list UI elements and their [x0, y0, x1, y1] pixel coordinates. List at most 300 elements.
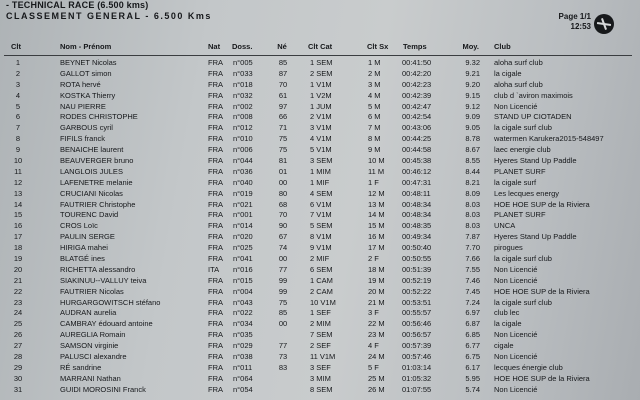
cell-bib: n°034	[233, 319, 253, 329]
cell-time: 00:42:20	[402, 68, 432, 78]
cell-category-rank: 2 MIM	[310, 319, 331, 329]
cell-category-rank: 11 V1M	[310, 352, 336, 362]
cell-bib: n°011	[233, 362, 253, 372]
cell-sex-rank: 14 M	[368, 210, 385, 220]
col-header-clt: Clt	[11, 42, 21, 51]
cell-nationality: FRA	[208, 384, 223, 394]
cell-sex-rank: 19 M	[368, 275, 385, 285]
cell-sex-rank: 22 M	[368, 319, 385, 329]
cell-category-rank: 4 SEM	[310, 188, 333, 198]
cell-time: 00:51:39	[402, 264, 432, 274]
table-row	[0, 319, 640, 330]
cell-category-rank: 1 MIF	[310, 177, 330, 187]
table-row	[0, 189, 640, 200]
cell-birth-year: 75	[278, 134, 288, 144]
cell-nationality: FRA	[208, 221, 223, 231]
cell-speed: 8.03	[465, 210, 480, 220]
cell-rank: 22	[13, 286, 23, 296]
cell-bib: n°044	[233, 156, 253, 166]
cell-time: 00:48:35	[402, 221, 432, 231]
cell-club: aloha surf club	[494, 58, 543, 67]
cell-birth-year: 74	[278, 243, 288, 253]
cell-speed: 9.05	[465, 123, 480, 133]
table-row	[0, 232, 640, 243]
table-row	[0, 80, 640, 91]
cell-time: 00:48:11	[402, 188, 431, 198]
cell-category-rank: 2 CAM	[310, 286, 333, 296]
cell-birth-year: 77	[278, 341, 288, 351]
cell-time: 00:57:39	[402, 341, 432, 351]
cell-club: HOE HOE SUP de la Riviera	[494, 199, 590, 209]
cell-sex-rank: 4 F	[368, 341, 379, 351]
col-header-sx: Clt Sx	[367, 42, 389, 51]
table-row	[0, 243, 640, 254]
cell-club: aloha surf club	[494, 79, 543, 89]
cell-speed: 5.95	[465, 373, 480, 383]
cell-nationality: FRA	[208, 166, 223, 176]
cell-club: Non Licencié	[494, 264, 538, 274]
cell-rank: 28	[13, 352, 23, 362]
cell-name: GALLOT simon	[60, 68, 112, 78]
cell-time: 00:52:19	[402, 275, 432, 285]
cell-bib: n°016	[233, 264, 253, 274]
table-row	[0, 385, 640, 396]
cell-nationality: FRA	[208, 341, 223, 351]
cell-bib: n°012	[233, 123, 253, 133]
cell-name: AUREGLIA Romain	[60, 330, 126, 340]
cell-bib: n°010	[233, 134, 253, 144]
cell-rank: 29	[13, 362, 23, 372]
cell-time: 00:48:34	[402, 210, 432, 220]
cell-rank: 15	[13, 210, 23, 220]
table-row	[0, 341, 640, 352]
cell-bib: n°021	[233, 199, 253, 209]
cell-bib: n°014	[233, 221, 253, 231]
cell-club: watermen Karukera2015-548497	[494, 134, 604, 144]
cell-sex-rank: 13 M	[368, 199, 385, 209]
cell-time: 00:47:31	[402, 177, 432, 187]
cell-speed: 8.67	[465, 145, 480, 155]
table-row	[0, 363, 640, 374]
cell-time: 00:56:57	[402, 330, 432, 340]
cell-sex-rank: 5 F	[368, 362, 379, 372]
cell-nationality: FRA	[208, 243, 223, 253]
cell-category-rank: 8 V1M	[310, 232, 332, 242]
cell-birth-year: 73	[278, 352, 288, 362]
race-logo-icon	[594, 14, 614, 34]
cell-category-rank: 1 SEM	[310, 58, 333, 67]
cell-nationality: FRA	[208, 275, 223, 285]
table-row	[0, 352, 640, 363]
cell-category-rank: 5 V1M	[310, 145, 332, 155]
table-row	[0, 145, 640, 156]
cell-name: SIAKINUU--VALLUY teiva	[60, 275, 147, 285]
cell-sex-rank: 21 M	[368, 297, 385, 307]
cell-rank: 5	[15, 101, 21, 111]
cell-speed: 7.45	[465, 286, 480, 296]
cell-sex-rank: 18 M	[368, 264, 385, 274]
cell-speed: 7.87	[465, 232, 480, 242]
cell-rank: 13	[13, 188, 23, 198]
cell-name: FAUTRIER Nicolas	[60, 286, 124, 296]
cell-nationality: FRA	[208, 123, 223, 133]
cell-name: BENAICHE laurent	[60, 145, 124, 155]
cell-bib: n°025	[233, 243, 253, 253]
cell-name: CAMBRAY édouard antoine	[60, 319, 153, 329]
cell-nationality: FRA	[208, 101, 223, 111]
cell-time: 00:46:12	[402, 166, 432, 176]
cell-birth-year: 71	[278, 123, 288, 133]
cell-club: Non Licencié	[494, 275, 538, 285]
cell-name: RÉ sandrine	[60, 362, 102, 372]
cell-bib: n°054	[233, 384, 253, 394]
cell-rank: 7	[15, 123, 21, 133]
cell-birth-year: 61	[278, 90, 288, 100]
cell-sex-rank: 24 M	[368, 352, 385, 362]
cell-birth-year: 67	[278, 232, 288, 242]
cell-bib: n°015	[233, 275, 253, 285]
cell-nationality: FRA	[208, 134, 223, 144]
cell-nationality: FRA	[208, 68, 223, 78]
cell-bib: n°029	[233, 341, 253, 351]
col-header-cat: Clt Cat	[308, 42, 333, 51]
table-row	[0, 178, 640, 189]
cell-category-rank: 7 V1M	[310, 210, 332, 220]
cell-rank: 8	[15, 134, 21, 144]
cell-rank: 21	[13, 275, 23, 285]
cell-club: HOE HOE SUP de la Riviera	[494, 286, 590, 296]
cell-rank: 24	[13, 308, 23, 318]
cell-birth-year: 90	[278, 221, 288, 231]
cell-name: AUDRAN aurelia	[60, 308, 117, 318]
cell-club: UNCA	[494, 221, 516, 231]
cell-nationality: FRA	[208, 188, 223, 198]
cell-birth-year: 99	[278, 275, 288, 285]
cell-birth-year: 99	[278, 286, 288, 296]
cell-rank: 1	[15, 58, 21, 67]
cell-rank: 9	[15, 145, 21, 155]
col-header-club: Club	[494, 42, 511, 51]
cell-category-rank: 5 SEM	[310, 221, 333, 231]
cell-name: CROS Loïc	[60, 221, 98, 231]
cell-club: la cigale surf club	[494, 297, 552, 307]
cell-nationality: FRA	[208, 58, 223, 67]
cell-time: 00:42:23	[402, 79, 432, 89]
cell-name: RODES CHRISTOPHE	[60, 112, 138, 122]
cell-time: 00:57:46	[402, 352, 432, 362]
cell-club: Non Licencié	[494, 101, 538, 111]
cell-rank: 17	[13, 232, 23, 242]
cell-name: TOURENC David	[60, 210, 119, 220]
cell-nationality: FRA	[208, 352, 223, 362]
cell-category-rank: 8 SEM	[310, 384, 333, 394]
cell-birth-year: 85	[278, 308, 288, 318]
cell-sex-rank: 6 M	[368, 112, 381, 122]
table-row	[0, 167, 640, 178]
cell-name: LAFENETRE melanie	[60, 177, 133, 187]
cell-rank: 30	[13, 373, 23, 383]
cell-speed: 7.46	[465, 275, 480, 285]
cell-bib: n°036	[233, 166, 253, 176]
cell-rank: 3	[15, 79, 21, 89]
cell-time: 00:42:47	[402, 101, 432, 111]
cell-bib: n°006	[233, 145, 253, 155]
cell-nationality: FRA	[208, 210, 223, 220]
cell-category-rank: 2 SEF	[310, 341, 331, 351]
table-row	[0, 298, 640, 309]
col-header-nat: Nat	[208, 42, 221, 51]
cell-speed: 8.55	[465, 156, 480, 166]
cell-name: BEYNET Nicolas	[60, 58, 117, 67]
table-row	[0, 221, 640, 232]
table-row	[0, 112, 640, 123]
cell-club: pirogues	[494, 243, 523, 253]
cell-name: BEAUVERGER bruno	[60, 156, 134, 166]
cell-time: 00:50:40	[402, 243, 432, 253]
cell-sex-rank: 25 M	[368, 373, 385, 383]
cell-club: PLANET SURF	[494, 210, 546, 220]
cell-name: CRUCIANI Nicolas	[60, 188, 123, 198]
cell-category-rank: 1 MIM	[310, 166, 331, 176]
cell-rank: 11	[14, 166, 22, 176]
print-time: 12:53	[570, 22, 591, 31]
cell-speed: 9.32	[465, 58, 480, 67]
cell-name: LANGLOIS JULES	[60, 166, 123, 176]
col-header-name: Nom - Prénom	[60, 42, 112, 51]
cell-category-rank: 6 V1M	[310, 199, 332, 209]
race-title: - TECHNICAL RACE (6.500 kms)	[6, 0, 149, 10]
cell-birth-year: 77	[278, 264, 288, 274]
cell-nationality: FRA	[208, 112, 223, 122]
cell-bib: n°001	[233, 210, 253, 220]
table-row	[0, 200, 640, 211]
cell-time: 00:41:50	[402, 58, 432, 67]
cell-category-rank: 7 SEM	[310, 330, 333, 340]
col-header-moy: Moy.	[462, 42, 479, 51]
cell-sex-rank: 3 F	[368, 308, 379, 318]
cell-category-rank: 1 V2M	[310, 90, 332, 100]
cell-sex-rank: 12 M	[368, 188, 385, 198]
cell-speed: 6.85	[465, 330, 480, 340]
cell-rank: 31	[13, 384, 23, 394]
cell-bib: n°022	[233, 308, 253, 318]
cell-club: STAND UP CIOTADEN	[494, 112, 572, 122]
cell-sex-rank: 9 M	[368, 145, 381, 155]
ranking-title: CLASSEMENT GENERAL - 6.500 Kms	[6, 11, 212, 21]
cell-bib: n°020	[233, 232, 253, 242]
cell-time: 00:44:25	[402, 134, 432, 144]
cell-bib: n°005	[233, 58, 253, 67]
cell-birth-year: 83	[278, 362, 288, 372]
cell-rank: 6	[15, 112, 21, 122]
cell-speed: 9.15	[465, 90, 480, 100]
cell-category-rank: 3 SEM	[310, 156, 333, 166]
cell-birth-year: 70	[278, 210, 288, 220]
table-row	[0, 156, 640, 167]
cell-birth-year: 87	[278, 68, 288, 78]
cell-birth-year: 01	[278, 166, 288, 176]
cell-category-rank: 2 V1M	[310, 112, 332, 122]
cell-time: 00:44:58	[402, 145, 432, 155]
table-row	[0, 276, 640, 287]
cell-nationality: FRA	[208, 330, 223, 340]
cell-club: club d `aviron maximois	[494, 90, 573, 100]
cell-rank: 12	[13, 177, 23, 187]
header-divider	[4, 55, 632, 56]
table-row	[0, 58, 640, 69]
table-row	[0, 123, 640, 134]
cell-bib: n°043	[233, 297, 253, 307]
cell-category-rank: 3 V1M	[310, 123, 332, 133]
cell-name: BLATGÉ ines	[60, 254, 105, 264]
cell-birth-year: 97	[278, 101, 288, 111]
table-row	[0, 210, 640, 221]
cell-club: club lec	[494, 308, 520, 318]
cell-club: la cigale surf	[494, 177, 537, 187]
cell-category-rank: 6 SEM	[310, 264, 333, 274]
cell-birth-year: 70	[278, 79, 288, 89]
cell-club: Non Licencié	[494, 330, 538, 340]
cell-club: Non Licencié	[494, 384, 538, 394]
cell-bib: n°040	[233, 177, 253, 187]
cell-rank: 16	[13, 221, 23, 231]
cell-name: PALUSCI alexandre	[60, 352, 127, 362]
cell-name: SAMSON virginie	[60, 341, 119, 351]
cell-bib: n°032	[233, 90, 253, 100]
cell-category-rank: 9 V1M	[310, 243, 332, 253]
cell-nationality: FRA	[208, 319, 223, 329]
cell-time: 00:56:46	[402, 319, 432, 329]
cell-name: GUIDI MOROSINI Franck	[60, 384, 146, 394]
cell-category-rank: 2 MIF	[310, 254, 330, 264]
cell-time: 00:42:39	[402, 90, 432, 100]
cell-sex-rank: 2 F	[368, 254, 379, 264]
cell-rank: 14	[13, 199, 23, 209]
cell-birth-year: 75	[278, 297, 288, 307]
cell-rank: 4	[15, 90, 21, 100]
cell-birth-year: 66	[278, 112, 288, 122]
cell-category-rank: 10 V1M	[310, 297, 336, 307]
cell-sex-rank: 11 M	[368, 166, 385, 176]
cell-club: laec energie club	[494, 145, 551, 155]
cell-speed: 6.87	[465, 319, 480, 329]
cell-bib: n°002	[233, 101, 253, 111]
cell-bib: n°019	[233, 188, 253, 198]
cell-bib: n°064	[233, 373, 253, 383]
cell-category-rank: 1 SEF	[310, 308, 331, 318]
cell-birth-year: 80	[278, 188, 288, 198]
cell-nationality: FRA	[208, 286, 223, 296]
cell-nationality: FRA	[208, 297, 223, 307]
cell-name: PAULIN SERGE	[60, 232, 115, 242]
cell-club: la cigale	[494, 319, 522, 329]
cell-sex-rank: 20 M	[368, 286, 385, 296]
cell-speed: 8.09	[465, 188, 480, 198]
cell-time: 00:53:51	[402, 297, 432, 307]
table-row	[0, 91, 640, 102]
cell-rank: 27	[13, 341, 23, 351]
cell-rank: 2	[15, 68, 21, 78]
cell-rank: 23	[13, 297, 23, 307]
cell-rank: 26	[13, 330, 23, 340]
cell-name: MARRANI Nathan	[60, 373, 121, 383]
col-header-time: Temps	[403, 42, 427, 51]
cell-nationality: FRA	[208, 90, 223, 100]
table-header	[0, 42, 640, 54]
cell-bib: n°008	[233, 112, 253, 122]
cell-club: HOE HOE SUP de la Riviera	[494, 373, 590, 383]
cell-club: Hyeres Stand Up Paddle	[494, 232, 577, 242]
cell-nationality: FRA	[208, 373, 223, 383]
cell-sex-rank: 5 M	[368, 101, 381, 111]
cell-rank: 18	[13, 243, 23, 253]
cell-bib: n°038	[233, 352, 253, 362]
cell-name: RICHETTA alessandro	[60, 264, 136, 274]
cell-sex-rank: 17 M	[368, 243, 385, 253]
cell-birth-year: 75	[278, 145, 288, 155]
cell-time: 00:42:54	[402, 112, 432, 122]
cell-time: 01:07:55	[402, 384, 432, 394]
table-row	[0, 330, 640, 341]
cell-rank: 25	[13, 319, 23, 329]
cell-club: la cigale surf club	[494, 123, 552, 133]
cell-speed: 8.03	[465, 221, 480, 231]
cell-club: Non Licencié	[494, 352, 538, 362]
page-number: Page 1/1	[558, 12, 591, 21]
cell-bib: n°035	[233, 330, 253, 340]
cell-category-rank: 3 MIM	[310, 373, 331, 383]
cell-name: GARBOUS cyril	[60, 123, 113, 133]
cell-category-rank: 1 CAM	[310, 275, 333, 285]
cell-time: 00:43:06	[402, 123, 432, 133]
cell-name: HURGARGOWITSCH stéfano	[60, 297, 161, 307]
cell-category-rank: 4 V1M	[310, 134, 332, 144]
table-row	[0, 374, 640, 385]
cell-nationality: FRA	[208, 362, 223, 372]
cell-club: la cigale surf club	[494, 254, 552, 264]
cell-time: 01:05:32	[402, 373, 432, 383]
cell-speed: 8.21	[465, 177, 480, 187]
cell-bib: n°004	[233, 286, 253, 296]
cell-birth-year: 68	[278, 199, 288, 209]
cell-sex-rank: 3 M	[368, 79, 381, 89]
table-row	[0, 102, 640, 113]
cell-name: FAUTRIER Christophe	[60, 199, 136, 209]
cell-category-rank: 1 JUM	[310, 101, 332, 111]
cell-sex-rank: 23 M	[368, 330, 385, 340]
col-header-doss: Doss.	[232, 42, 253, 51]
cell-sex-rank: 15 M	[368, 221, 385, 231]
table-row	[0, 308, 640, 319]
cell-club: Les lecques energy	[494, 188, 560, 198]
cell-nationality: FRA	[208, 254, 223, 264]
cell-speed: 5.74	[465, 384, 480, 394]
cell-speed: 9.20	[465, 79, 480, 89]
cell-sex-rank: 2 M	[368, 68, 381, 78]
cell-speed: 7.55	[465, 264, 480, 274]
table-row	[0, 134, 640, 145]
cell-nationality: FRA	[208, 79, 223, 89]
cell-sex-rank: 4 M	[368, 90, 381, 100]
cell-bib: n°033	[233, 68, 253, 78]
cell-sex-rank: 1 M	[368, 58, 381, 67]
cell-rank: 19	[13, 254, 23, 264]
cell-birth-year: 81	[278, 156, 288, 166]
cell-speed: 8.44	[465, 166, 480, 176]
cell-birth-year: 00	[278, 319, 288, 329]
cell-club: cigale	[494, 341, 514, 351]
cell-name: HIRIGA mahei	[60, 243, 108, 253]
